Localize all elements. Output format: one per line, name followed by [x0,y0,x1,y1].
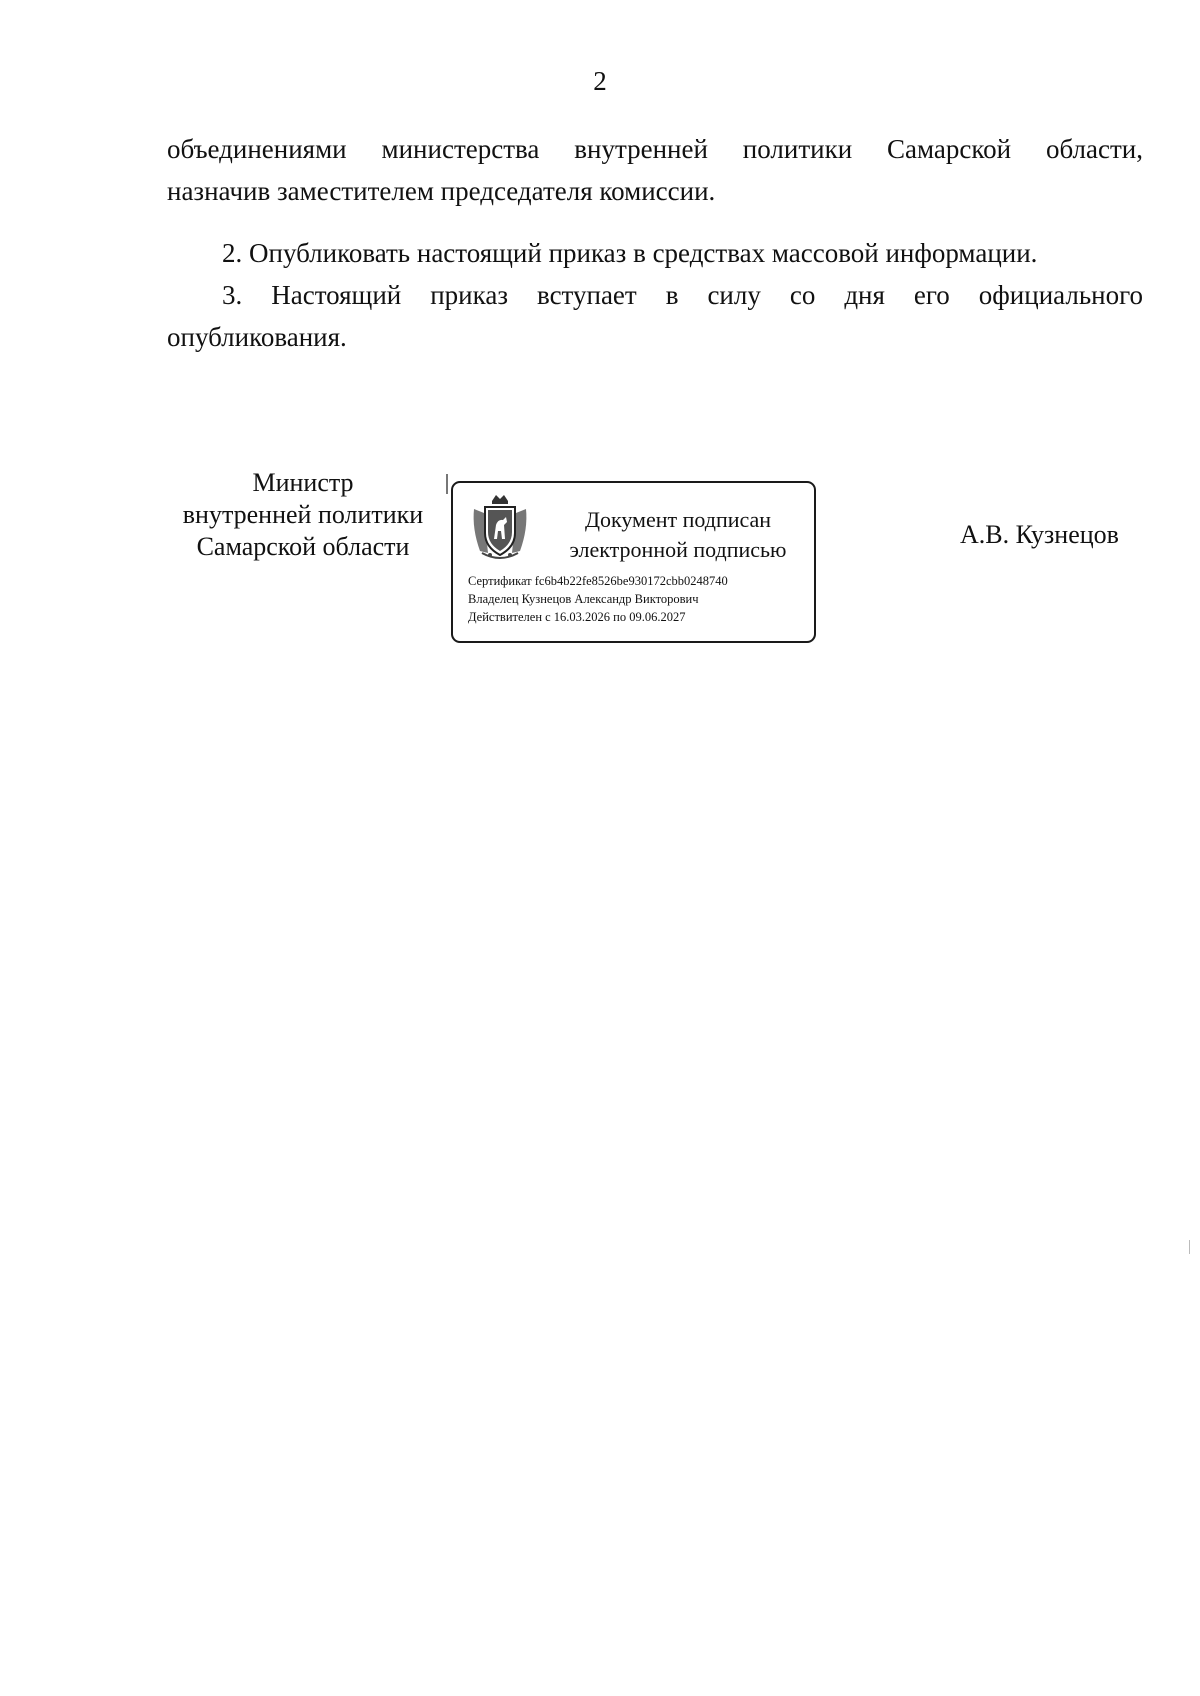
stamp-scan-mark [446,474,448,494]
page-number: 2 [593,66,607,96]
signer-title-line-1: Министр [252,468,354,497]
stamp-owner: Владелец Кузнецов Александр Викторович [468,592,699,606]
signer-title [168,467,438,563]
stamp-heading-line-1: Документ подписан [584,507,772,532]
stamp-heading-line-2: электронной подписью [569,537,787,562]
stamp-validity: Действителен с 16.03.2026 по 09.06.2027 [468,610,686,624]
paragraph-3-line-2: опубликования. [167,322,347,352]
paragraph-2: 2. Опубликовать настоящий приказ в средствах массовой информации. [222,238,1038,268]
signer-title-line-2: внутренней политики [182,500,424,529]
stamp-certificate: Сертификат fc6b4b22fe8526be930172cbb0248740 [468,574,728,588]
signer-title-line-3: Самарской области [196,532,410,561]
paragraph-1-line-1: объединениями министерства внутренней политики Самарской области, [167,134,1143,164]
scan-artifact [1189,1240,1190,1254]
stamp-heading [548,505,808,565]
electronic-signature-stamp [451,481,816,643]
samara-coat-of-arms-icon [470,493,530,561]
stamp-details [468,572,728,626]
signer-name: А.В. Кузнецов [960,520,1119,549]
paragraph-3-line-1: 3. Настоящий приказ вступает в силу со дня его официального [222,280,1143,310]
paragraph-1-line-2: назначив заместителем председателя комиссии. [167,176,716,206]
